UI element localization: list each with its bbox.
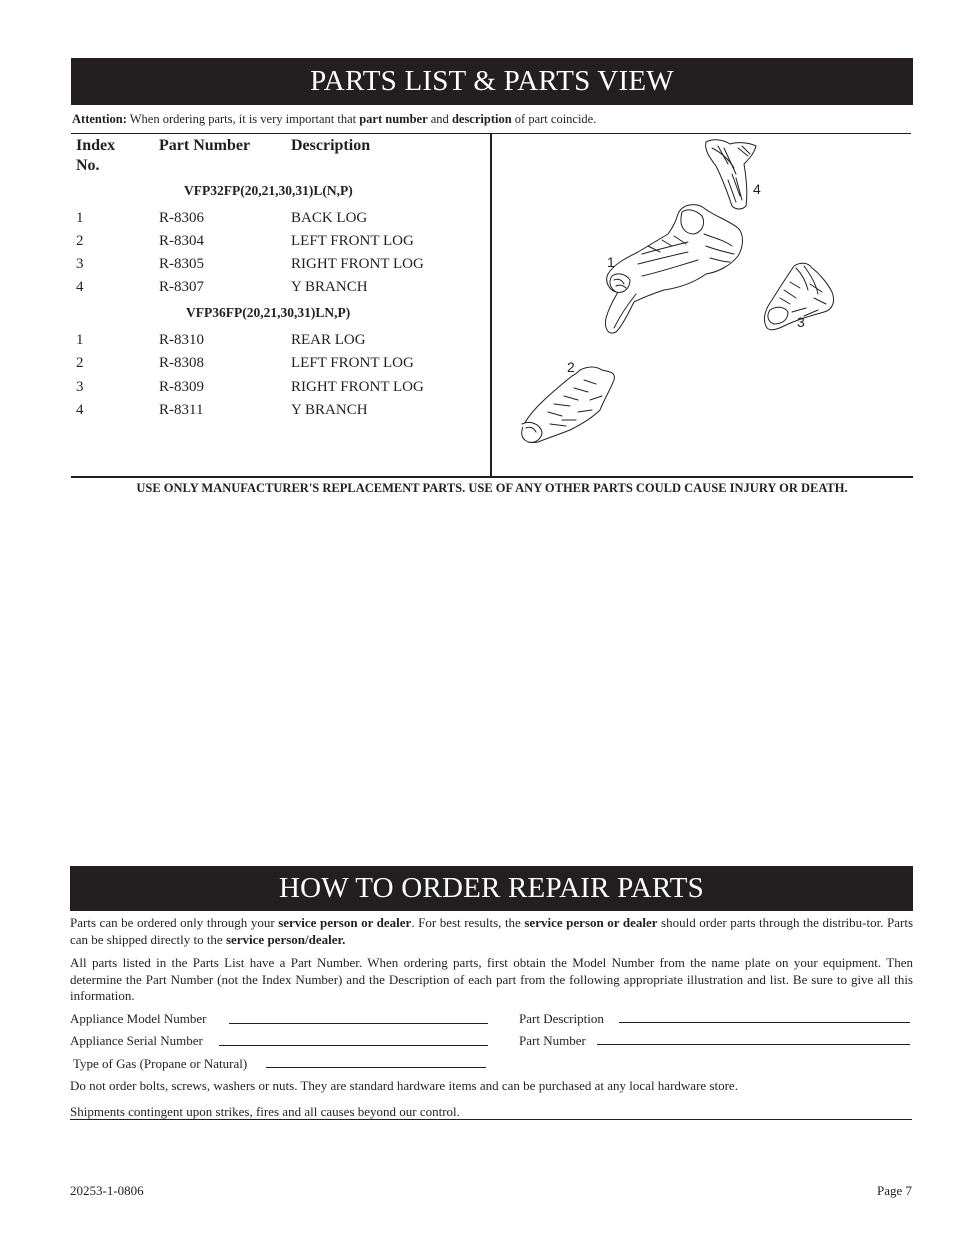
table-bottom-rule xyxy=(71,476,913,478)
ordering-paragraph-2: All parts listed in the Parts List have a Part Number. When ordering parts, first obtain the Model Number from the name plate on your equipment. Then determine the Part Number (not the Index Number) and the Description of each part from the following appropriate illustration and list. Be sure to give all this information. xyxy=(70,955,913,1003)
label-appliance-serial-number: Appliance Serial Number xyxy=(70,1033,203,1048)
document-number: 20253-1-0806 xyxy=(70,1183,144,1198)
diagram-label-4: 4 xyxy=(753,181,761,197)
hardware-note: Do not order bolts, screws, washers or nuts. They are standard hardware items and can be purchased at any local hardware store. xyxy=(70,1078,738,1093)
label-part-number: Part Number xyxy=(519,1033,586,1048)
model-heading-vfp32: VFP32FP(20,21,30,31)L(N,P) xyxy=(184,183,353,198)
diagram-label-2: 2 xyxy=(567,359,575,375)
part-number-field[interactable] xyxy=(597,1044,910,1045)
header-description: Description xyxy=(291,137,371,154)
replacement-parts-warning: USE ONLY MANUFACTURER'S REPLACEMENT PARTS. USE OF ANY OTHER PARTS COULD CAUSE INJURY OR DEATH. xyxy=(136,481,848,495)
left-front-log-icon xyxy=(522,367,615,443)
parts-view-diagram xyxy=(492,134,913,476)
header-part-number: Part Number xyxy=(159,137,251,154)
header-index: Index No. xyxy=(76,137,116,174)
label-part-description: Part Description xyxy=(519,1011,604,1026)
part-description-field[interactable] xyxy=(619,1022,910,1023)
diagram-label-3: 3 xyxy=(797,314,805,330)
label-appliance-model-number: Appliance Model Number xyxy=(70,1011,207,1026)
appliance-model-number-field[interactable] xyxy=(229,1023,488,1024)
order-section-bottom-rule xyxy=(70,1119,912,1120)
parts-list-banner: PARTS LIST & PARTS VIEW xyxy=(71,58,913,105)
ordering-paragraph-1: Parts can be ordered only through your service person or dealer. For best results, the service person or dealer should order parts through the distribu-tor. Parts can be shipped directly to the service person/dealer. xyxy=(70,915,914,947)
type-of-gas-field[interactable] xyxy=(266,1067,486,1068)
page-number: Page 7 xyxy=(876,1183,912,1198)
attention-label: Attention: xyxy=(72,112,127,126)
y-branch-log-icon xyxy=(706,140,756,209)
shipments-note: Shipments contingent upon strikes, fires and all causes beyond our control. xyxy=(70,1104,460,1119)
diagram-label-1: 1 xyxy=(607,254,615,270)
label-type-of-gas: Type of Gas (Propane or Natural) xyxy=(73,1056,248,1071)
back-log-icon xyxy=(605,205,742,333)
appliance-serial-number-field[interactable] xyxy=(219,1045,488,1046)
attention-note: Attention: When ordering parts, it is very important that part number and description of part coincide. xyxy=(72,112,597,126)
order-parts-banner: HOW TO ORDER REPAIR PARTS xyxy=(70,866,913,911)
model-heading-vfp36: VFP36FP(20,21,30,31)LN,P) xyxy=(186,305,351,320)
